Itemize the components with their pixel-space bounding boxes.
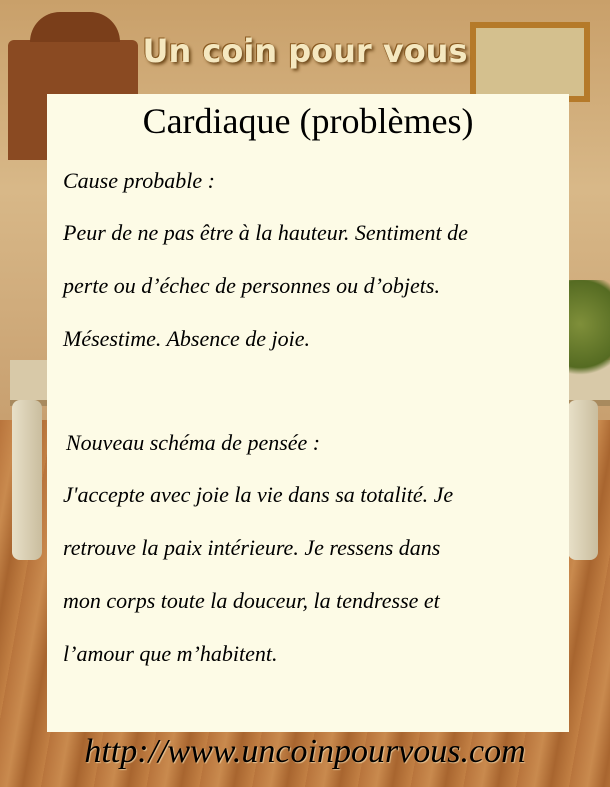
new-pattern-line: J'accepte avec joie la vie dans sa totalité. Je — [63, 482, 454, 507]
cause-line: Peur de ne pas être à la hauteur. Sentiment de — [63, 220, 468, 245]
cause-line: perte ou d’échec de personnes ou d’objets. — [63, 273, 440, 298]
site-banner-title: Un coin pour vous — [142, 32, 468, 70]
new-pattern-label: Nouveau schéma de pensée : — [66, 430, 321, 455]
cause-label: Cause probable : — [63, 168, 215, 193]
page-title: Cardiaque (problèmes) — [142, 101, 474, 141]
content-card — [47, 94, 569, 732]
cause-line: Mésestime. Absence de joie. — [63, 326, 311, 351]
table-leg-left — [12, 400, 42, 560]
new-pattern-line: retrouve la paix intérieure. Je ressens dans — [63, 535, 441, 560]
table-leg-right — [568, 400, 598, 560]
new-pattern-line: l’amour que m’habitent. — [63, 641, 278, 666]
new-pattern-line: mon corps toute la douceur, la tendresse et — [63, 588, 440, 613]
website-url: http://www.uncoinpourvous.com — [84, 733, 526, 770]
